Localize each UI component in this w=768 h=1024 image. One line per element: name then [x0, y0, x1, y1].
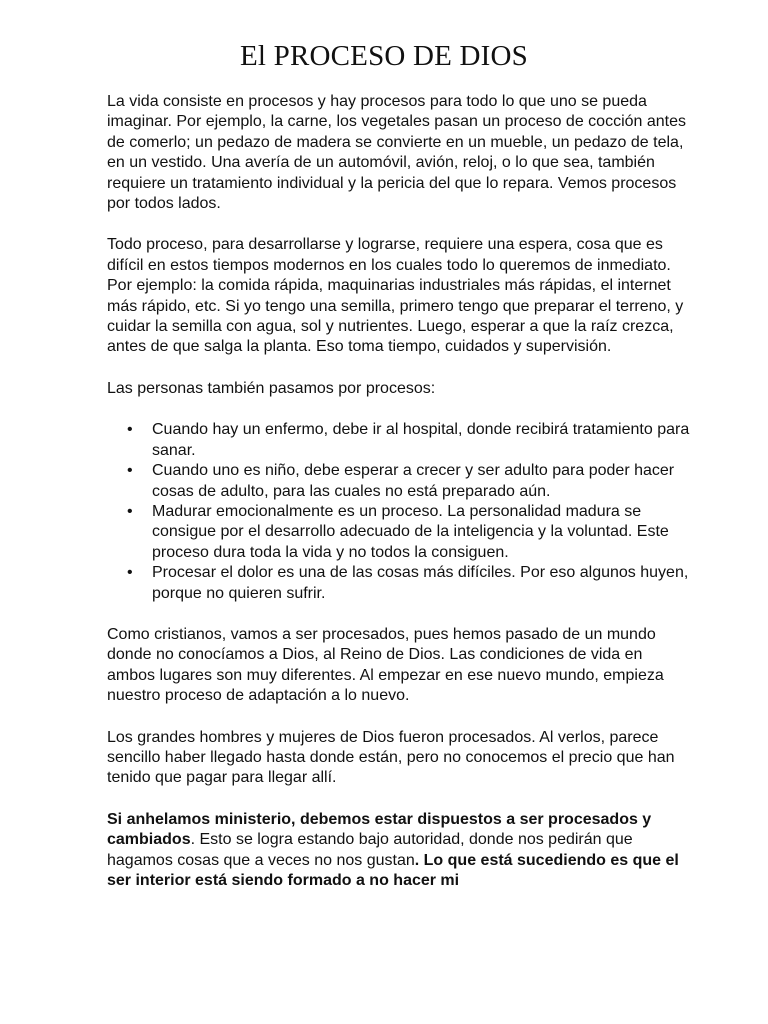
paragraph-ministry: [107, 810, 691, 892]
list-item: [127, 461, 691, 502]
bullet-dot-icon: •: [127, 564, 133, 582]
list-item-text: Cuando hay un enfermo, debe ir al hospital, donde recibirá tratamiento para sanar.: [152, 421, 690, 459]
paragraph-christians: Como cristianos, vamos a ser procesados, pues hemos pasado de un mundo donde no conocíamos a Dios, al Reino de Dios. Las condiciones de vida en ambos lugares son muy diferentes. Al empezar en ese nuevo mundo, empieza nuestro proceso de adaptación a lo nuevo.: [107, 625, 664, 705]
list-item-text: Procesar el dolor es una de las cosas más difíciles. Por eso algunos huyen, porque no quieren sufrir.: [152, 564, 689, 602]
list-item: [127, 420, 691, 461]
paragraph-great-people: Los grandes hombres y mujeres de Dios fueron procesados. Al verlos, parece sencillo haber llegado hasta donde están, pero no conocemos el precio que han tenido que pagar para llegar allí.: [107, 728, 675, 787]
regular-text: . Esto se logra estando bajo autoridad, donde nos pedirán que hagamos cosas que a veces no nos gustan: [107, 831, 633, 869]
page-title: El PROCESO DE DIOS: [240, 40, 528, 72]
list-item-text: Madurar emocionalmente es un proceso. La personalidad madura se consigue por el desarrollo adecuado de la inteligencia y la voluntad. Este proceso dura toda la vida y no todos la consiguen.: [152, 502, 669, 561]
bullet-dot-icon: •: [127, 502, 133, 520]
bullet-dot-icon: •: [127, 421, 133, 439]
list-item: [127, 563, 691, 604]
bullet-dot-icon: •: [127, 462, 133, 480]
paragraph-intro: La vida consiste en procesos y hay procesos para todo lo que uno se pueda imaginar. Por ejemplo, la carne, los vegetales pasan un proceso de cocción antes de comerlo; un pedazo de madera se convierte en un mueble, un pedazo de tela, en un vestido. Una avería de un automóvil, avión, reloj, o lo que sea, también requiere un tratamiento individual y la pericia del que lo repara. Vemos procesos por todos lados.: [107, 93, 687, 213]
bold-text: Si anhelamos ministerio, debemos estar dispuestos a ser procesados y cambiados: [107, 810, 652, 849]
list-item: [127, 502, 691, 563]
paragraph-people-processes: Las personas también pasamos por procesos:: [107, 379, 436, 397]
list-item-text: Cuando uno es niño, debe esperar a crecer y ser adulto para poder hacer cosas de adulto, para las cuales no está preparado aún.: [152, 462, 675, 500]
bold-text: . Lo que está sucediendo es que el ser interior está siendo formado a no hacer mi: [107, 851, 679, 889]
bullet-list: [107, 420, 691, 604]
document-body: [107, 92, 691, 912]
paragraph-waiting: Todo proceso, para desarrollarse y lograrse, requiere una espera, cosa que es difícil en estos tiempos modernos en los cuales todo lo queremos de inmediato. Por ejemplo: la comida rápida, maquinarias industriales más rápidas, el internet más rápido, etc. Si yo tengo una semilla, primero tengo que preparar el terreno, y cuidar la semilla con agua, sol y nutrientes. Luego, esperar a que la raíz crezca, antes de que salga la planta. Eso toma tiempo, cuidados y supervisión.: [107, 236, 684, 356]
